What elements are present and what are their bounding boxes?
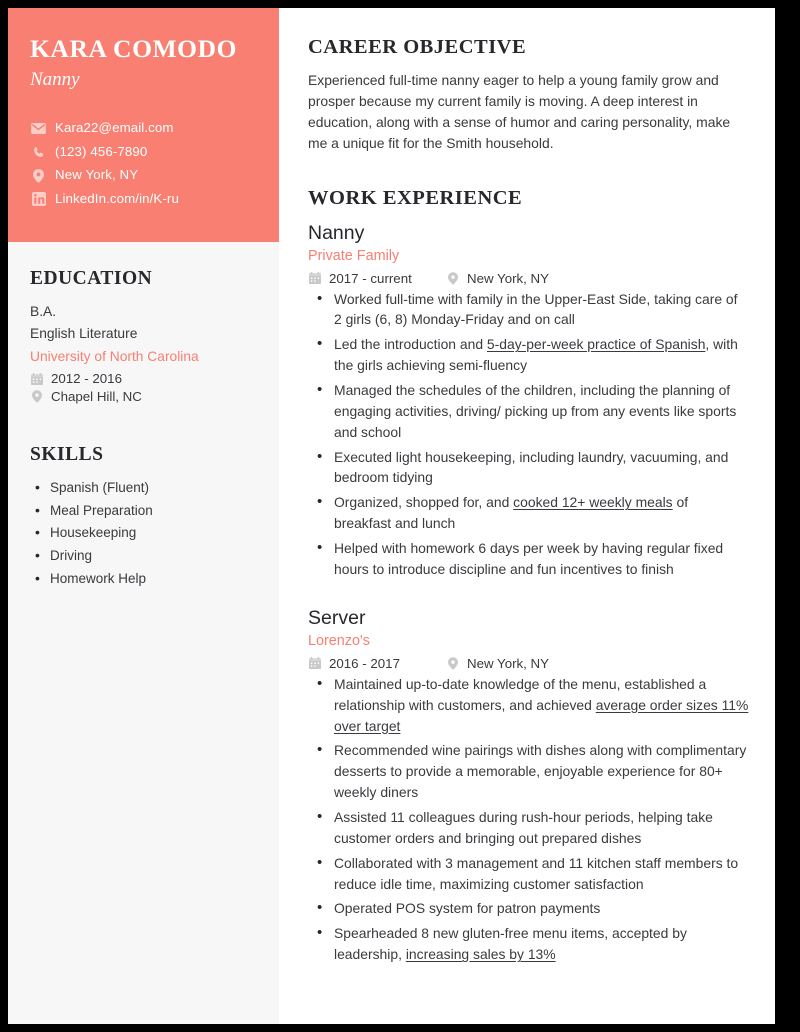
education-school: University of North Carolina [30, 348, 199, 364]
education-location: Chapel Hill, NC [51, 389, 142, 405]
career-objective-heading: CAREER OBJECTIVE [308, 36, 527, 58]
education-heading: EDUCATION [30, 268, 153, 289]
job-dates: 2017 - current [329, 270, 412, 286]
envelope-icon [30, 123, 47, 134]
education-degree: B.A. [30, 304, 57, 319]
sidebar-header [8, 8, 279, 242]
contact-item-email[interactable] [30, 120, 257, 137]
job-location-group [446, 271, 549, 286]
list-item: • Spanish (Fluent) [30, 477, 257, 500]
contact-phone-text: (123) 456-7890 [55, 143, 148, 159]
career-objective-text: Experienced full-time nanny eager to help a young family grow and prosper because my current family is moving. A deep interest in education, along with a sense of humor and caring personality, make me a unique fit for the Smith household. [308, 72, 731, 152]
contact-linkedin-text[interactable]: LinkedIn.com/in/K-ru [55, 190, 179, 206]
list-item: • Managed the schedules of the children, including the planning of engaging activities, driving/ picking up from any events like sports and school [308, 380, 749, 443]
list-item: • Driving [30, 545, 257, 568]
job-dates-group [308, 271, 446, 286]
calendar-icon [308, 272, 322, 284]
job-company: Private Family [308, 247, 400, 264]
list-item: • Housekeeping [30, 522, 257, 545]
highlighted-achievement: increasing sales by 13% [405, 946, 556, 963]
list-item: • Spearheaded 8 new gluten-free menu items, accepted by leadership, increasing sales by 13% [308, 923, 749, 965]
calendar-icon [308, 657, 322, 669]
skills-list [30, 477, 257, 590]
list-item: • Organized, shopped for, and cooked 12+ weekly meals of breakfast and lunch [308, 492, 749, 534]
job-location: New York, NY [467, 655, 550, 671]
contact-location-text: New York, NY [55, 167, 139, 183]
education-dates-row [30, 371, 257, 386]
job-company: Lorenzo's [308, 633, 370, 650]
list-item: • Operated POS system for patron payments [308, 898, 749, 919]
list-item: • Executed light housekeeping, including laundry, vacuuming, and bedroom tidying [308, 447, 749, 489]
highlighted-achievement: cooked 12+ weekly meals [513, 494, 673, 511]
list-item: • Worked full-time with family in the Upper-East Side, taking care of 2 girls (6, 8) Monday-Friday and on call [308, 289, 749, 331]
list-item: • Helped with homework 6 days per week by having regular fixed hours to introduce discipline and fun incentives to finish [308, 538, 749, 580]
highlighted-achievement: average order sizes 11% over target [334, 696, 749, 734]
job-entry [308, 221, 749, 580]
main-content [279, 8, 775, 1024]
job-role: Server [308, 606, 366, 629]
phone-icon [30, 146, 47, 159]
contact-email-text: Kara22@email.com [55, 120, 174, 136]
skills-section [30, 444, 257, 590]
map-pin-icon [30, 390, 44, 403]
list-item: • Collaborated with 3 management and 11 kitchen staff members to reduce idle time, maximizing customer satisfaction [308, 853, 749, 895]
highlighted-achievement: 5-day-per-week practice of Spanish [486, 336, 706, 353]
resume-document [8, 8, 775, 1024]
education-dates: 2012 - 2016 [51, 371, 122, 387]
map-pin-icon [30, 169, 47, 183]
job-location: New York, NY [467, 270, 550, 286]
work-experience-heading: WORK EXPERIENCE [308, 186, 523, 209]
candidate-job-title: Nanny [30, 69, 80, 91]
contact-list [30, 120, 257, 207]
career-objective-section [308, 36, 749, 155]
job-meta [308, 271, 749, 286]
job-entry [308, 606, 749, 965]
job-bullet-list [308, 289, 749, 580]
job-meta [308, 656, 749, 671]
list-item: • Assisted 11 colleagues during rush-hour periods, helping take customer orders and bringing out prepared dishes [308, 807, 749, 849]
contact-item-phone[interactable] [30, 144, 257, 161]
page-title: KARA COMODO [30, 34, 238, 63]
jobs-container [308, 221, 749, 966]
job-dates-group [308, 656, 446, 671]
job-bullet-list [308, 674, 749, 965]
map-pin-icon [446, 657, 460, 670]
contact-item-location [30, 167, 257, 184]
skills-heading: SKILLS [30, 444, 104, 466]
education-section [30, 268, 257, 404]
map-pin-icon [446, 272, 460, 285]
education-field: English Literature [30, 326, 138, 342]
list-item: • Recommended wine pairings with dishes along with complimentary desserts to provide a memorable, enjoyable experience for 80+ weekly diners [308, 740, 749, 803]
list-item: • Maintained up-to-date knowledge of the menu, established a relationship with customers, and achieved average order sizes 11% over target [308, 674, 749, 737]
job-dates: 2016 - 2017 [329, 655, 400, 671]
linkedin-icon [30, 192, 47, 206]
sidebar [8, 8, 279, 1024]
job-location-group [446, 656, 549, 671]
list-item: • Meal Preparation [30, 500, 257, 523]
job-role: Nanny [308, 221, 365, 244]
work-experience-section [308, 187, 749, 966]
list-item: • Homework Help [30, 568, 257, 591]
sidebar-body [8, 242, 279, 590]
calendar-icon [30, 373, 44, 385]
contact-item-linkedin[interactable] [30, 191, 257, 208]
education-location-row [30, 389, 257, 404]
list-item: • Led the introduction and 5-day-per-week practice of Spanish, with the girls achieving semi-fluency [308, 334, 749, 376]
